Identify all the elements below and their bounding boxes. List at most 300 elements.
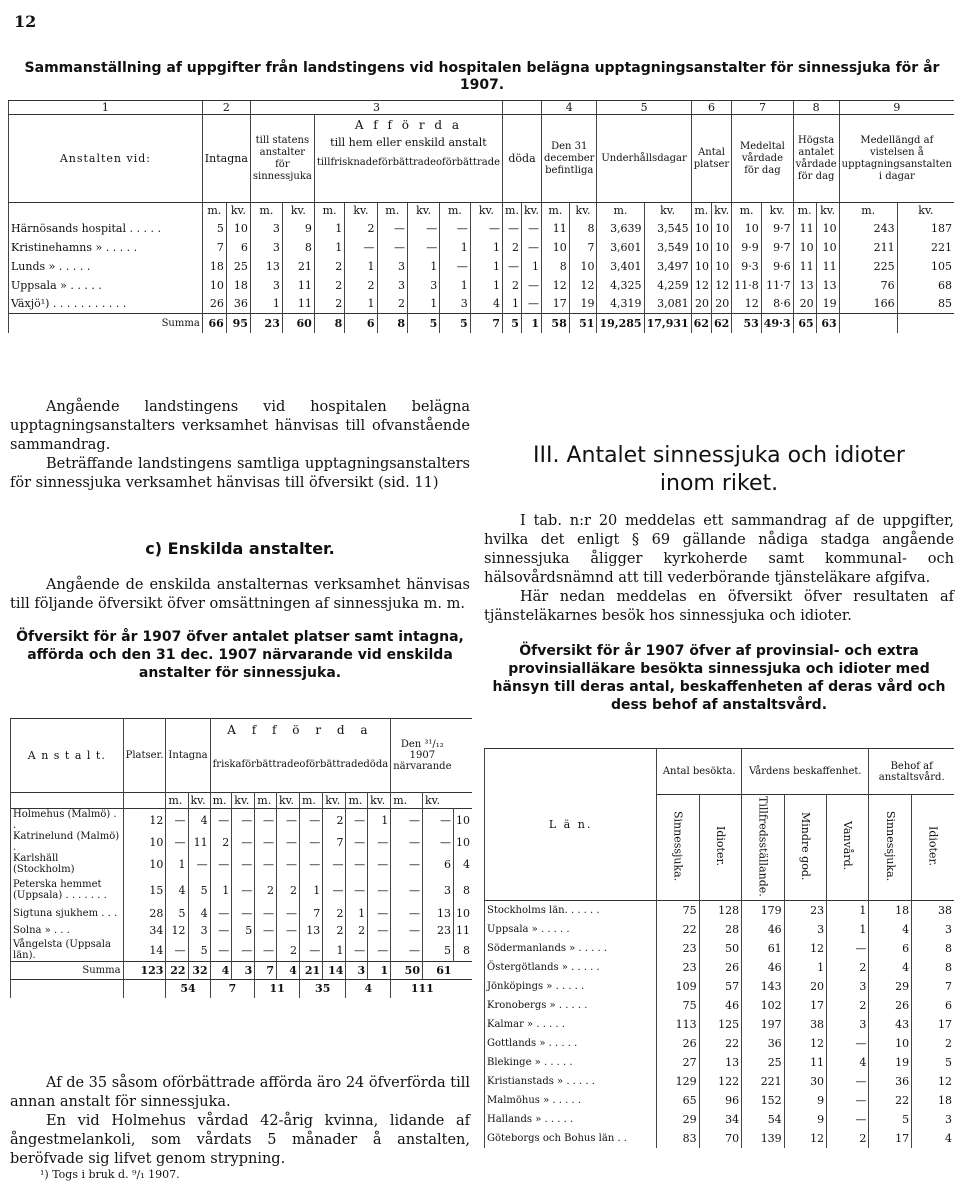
table-row <box>485 977 955 996</box>
value-cell: — <box>346 809 368 832</box>
value-cell: — <box>368 831 391 853</box>
value-cell: 10 <box>816 238 839 257</box>
spacer-cell <box>123 980 166 998</box>
value-cell: 7 <box>569 238 597 257</box>
value-cell: 221 <box>897 238 954 257</box>
value-cell: — <box>255 922 277 939</box>
value-cell: 2 <box>314 295 344 314</box>
value-cell: 4 <box>454 853 473 875</box>
value-cell: 57 <box>699 977 741 996</box>
row-name: Östergötlands » . . . . . <box>485 958 657 977</box>
value-cell: 3 <box>250 276 282 295</box>
value-cell: 13 <box>816 276 839 295</box>
value-cell: 187 <box>897 219 954 238</box>
value-cell: 1 <box>323 939 346 962</box>
left-paragraph-3: Angående de enskilda anstalternas verksamhet hänvisas till följande öfversikt öfver omsättningen af sinnessjuka m. m. <box>10 577 470 612</box>
value-cell: — <box>503 257 522 276</box>
value-cell: 83 <box>657 1129 699 1148</box>
header-platser: Platser. <box>123 719 166 793</box>
value-cell: 20 <box>793 295 816 314</box>
value-cell: 3,497 <box>644 257 691 276</box>
header-oforbattrade: oförbättrade <box>436 157 501 168</box>
mkv-label: m. <box>250 203 282 219</box>
header-hogsta: Högsta antalet vårdade för dag <box>793 115 839 203</box>
value-cell: — <box>255 809 277 832</box>
value-cell: 13 <box>250 257 282 276</box>
value-cell: 46 <box>742 920 785 939</box>
value-cell: — <box>255 905 277 922</box>
value-cell: 20 <box>691 295 711 314</box>
value-cell: 46 <box>742 958 785 977</box>
value-cell: 2 <box>314 257 344 276</box>
value-cell: — <box>470 219 502 238</box>
value-cell: 1 <box>314 219 344 238</box>
private-table-title: Öfversikt för år 1907 öfver antalet platser samt intagna, afförda och den 31 dec. 1907 närvarande vid enskilda anstalter för sinnessjuka. <box>16 629 464 681</box>
header-lan: L ä n. <box>485 749 657 901</box>
mkv-label: m. <box>377 203 407 219</box>
value-cell: 5 <box>912 1053 954 1072</box>
value-cell: 1 <box>346 905 368 922</box>
value-cell: 125 <box>699 1015 741 1034</box>
value-cell: 1 <box>345 257 377 276</box>
value-cell: — <box>346 875 368 905</box>
value-cell: 11 <box>816 257 839 276</box>
value-cell: 1 <box>368 809 391 832</box>
value-cell: — <box>407 219 439 238</box>
value-cell: 19 <box>869 1053 912 1072</box>
value-cell: — <box>391 809 423 832</box>
value-cell: 8 <box>454 875 473 905</box>
value-cell: 7 <box>470 314 502 333</box>
value-cell: 76 <box>839 276 897 295</box>
value-cell: 36 <box>226 295 250 314</box>
value-cell: 3 <box>407 276 439 295</box>
value-cell: 8 <box>542 257 570 276</box>
value-cell: 26 <box>202 295 226 314</box>
value-cell: — <box>368 905 391 922</box>
value-cell: 5 <box>188 875 210 905</box>
value-cell: — <box>391 905 423 922</box>
value-cell: 12 <box>784 1129 826 1148</box>
right-paragraph-2: Här nedan meddelas en öfversikt öfver resultaten af tjänsteläkarnes besök hos sinnessjuka och idioter. <box>484 589 954 624</box>
mkv-label: kv. <box>345 203 377 219</box>
value-cell: 7 <box>299 905 322 922</box>
value-cell: 36 <box>869 1072 912 1091</box>
value-cell: 2 <box>314 276 344 295</box>
header-behof: Behof af anstaltsvård. <box>869 749 954 795</box>
value-cell: — <box>346 831 368 853</box>
value-cell: 2 <box>827 1129 869 1148</box>
value-cell: — <box>255 939 277 962</box>
row-name: Jönköpings » . . . . . <box>485 977 657 996</box>
value-cell: — <box>521 295 541 314</box>
value-cell: 179 <box>742 901 785 920</box>
footnote: ¹) Togs i bruk d. ⁹/₁ 1907. <box>40 1168 180 1181</box>
value-cell: 3 <box>827 1015 869 1034</box>
value-cell: — <box>521 219 541 238</box>
value-cell: 1 <box>299 875 322 905</box>
value-cell: — <box>391 875 423 905</box>
header-till-hem <box>314 115 502 203</box>
value-cell: 128 <box>699 901 741 920</box>
value-cell: — <box>210 905 232 922</box>
row-name: Göteborgs och Bohus län . . <box>485 1129 657 1148</box>
mkv-label: kv. <box>816 203 839 219</box>
summa-row <box>11 962 473 980</box>
mkv-label: m. <box>202 203 226 219</box>
row-name: Växjö¹) . . . . . . . . . . . <box>9 295 203 314</box>
table-row <box>485 1072 955 1091</box>
value-cell: 197 <box>742 1015 785 1034</box>
value-cell: 1 <box>470 276 502 295</box>
mkv-label: kv. <box>368 793 391 809</box>
value-cell: 4 <box>827 1053 869 1072</box>
value-cell: 3 <box>422 875 453 905</box>
mkv-label: kv. <box>407 203 439 219</box>
mkv-label: kv. <box>188 793 210 809</box>
header-afforda: A f f ö r d a <box>227 723 374 737</box>
value-cell: 3 <box>346 962 368 980</box>
value-cell: — <box>827 939 869 958</box>
value-cell: 19,285 <box>597 314 644 333</box>
platser-cell: 15 <box>123 875 166 905</box>
value-cell: 2 <box>323 809 346 832</box>
mkv-label: kv. <box>232 793 255 809</box>
header-den: Den ³¹/₁₂ 1907 närvarande <box>391 719 454 793</box>
value-cell: — <box>299 831 322 853</box>
value-cell: 1 <box>440 276 470 295</box>
header-underhall: Underhållsdagar <box>597 115 691 203</box>
row-name: Katrinelund (Malmö) . <box>11 831 124 853</box>
value-cell: 3 <box>188 922 210 939</box>
value-cell: 2 <box>210 831 232 853</box>
value-cell: — <box>827 1072 869 1091</box>
value-cell: 1 <box>784 958 826 977</box>
value-cell: 1 <box>521 314 541 333</box>
value-cell: — <box>377 238 407 257</box>
header-forbattrade: förbättrade <box>241 759 300 770</box>
value-cell: 1 <box>470 238 502 257</box>
value-cell: — <box>210 922 232 939</box>
row-name: Vångelsta (Uppsala län). <box>11 939 124 962</box>
mkv-label: kv. <box>897 203 954 219</box>
row-name: Karlshäll (Stockholm) <box>11 853 124 875</box>
value-cell: 4 <box>470 295 502 314</box>
value-cell: 1 <box>314 238 344 257</box>
header-intagna: Intagna <box>166 719 210 793</box>
value-cell: 17 <box>542 295 570 314</box>
value-cell: 5 <box>188 939 210 962</box>
header-afforda: A f f ö r d a <box>354 118 463 132</box>
value-cell: — <box>521 238 541 257</box>
value-cell: 3,081 <box>644 295 691 314</box>
value-cell: 1 <box>166 853 188 875</box>
provincial-visits-table <box>484 748 954 1148</box>
value-cell: 6 <box>345 314 377 333</box>
value-cell: — <box>255 831 277 853</box>
column-label-cell <box>784 795 826 901</box>
value-cell: 211 <box>839 238 897 257</box>
value-cell: — <box>440 219 470 238</box>
value-cell: 9·6 <box>761 257 793 276</box>
value-cell: 2 <box>255 875 277 905</box>
value-cell: 17,931 <box>644 314 691 333</box>
value-cell: 20 <box>784 977 826 996</box>
table-row <box>485 1034 955 1053</box>
value-cell: 1 <box>440 238 470 257</box>
total-cell: 11 <box>255 980 300 998</box>
value-cell: — <box>166 831 188 853</box>
section-heading-enskilda: c) Enskilda anstalter. <box>145 539 335 558</box>
row-name: Solna » . . . <box>11 922 124 939</box>
value-cell: 21 <box>299 962 322 980</box>
colnum: 7 <box>732 101 793 115</box>
row-name: Blekinge » . . . . . <box>485 1053 657 1072</box>
mkv-label: kv. <box>569 203 597 219</box>
value-cell: 3 <box>250 238 282 257</box>
colnum: 3 <box>250 101 502 115</box>
value-cell: 12 <box>784 1034 826 1053</box>
right-paragraph-1: I tab. n:r 20 meddelas ett sammandrag af de uppgifter, hvilka det enligt § 69 gällande nådiga stadga angående sinnessjuka åligger kyrkoherde samt kommunal- och hälsovårdsnämnd att till vederbörande tjänsteläkare afgifva. <box>484 513 954 586</box>
value-cell: 65 <box>793 314 816 333</box>
value-cell: 5 <box>422 939 453 962</box>
main-title: Sammanställning af uppgifter från landstingens vid hospitalen belägna upptagningsanstalter för sinnessjuka för år 1907. <box>24 60 940 93</box>
row-name: Holmehus (Malmö) . . <box>11 809 124 832</box>
value-cell: — <box>391 853 423 875</box>
value-cell: 9·9 <box>732 238 762 257</box>
summa-row <box>9 314 955 333</box>
value-cell: 2 <box>503 276 522 295</box>
value-cell: 26 <box>699 958 741 977</box>
value-cell: 26 <box>657 1034 699 1053</box>
column-label-cell <box>657 795 699 901</box>
value-cell: 60 <box>282 314 314 333</box>
value-cell: 63 <box>816 314 839 333</box>
value-cell: 22 <box>166 962 188 980</box>
header-till-statens: till statens anstalter för sinnessjuka <box>250 115 314 203</box>
total-cell: 7 <box>210 980 255 998</box>
value-cell: — <box>210 939 232 962</box>
value-cell: 4 <box>210 962 232 980</box>
value-cell: 19 <box>569 295 597 314</box>
value-cell: 8 <box>282 238 314 257</box>
column-label-cell <box>742 795 785 901</box>
value-cell: 10 <box>542 238 570 257</box>
value-cell: 10 <box>732 219 762 238</box>
value-cell: — <box>232 809 255 832</box>
value-cell: 5 <box>202 219 226 238</box>
value-cell: 53 <box>732 314 762 333</box>
value-cell: 4 <box>912 1129 954 1148</box>
value-cell: 3 <box>827 977 869 996</box>
value-cell: — <box>391 831 423 853</box>
value-cell: 10 <box>454 905 473 922</box>
page-number: 12 <box>14 12 37 31</box>
value-cell: 11 <box>282 295 314 314</box>
table-row <box>9 276 955 295</box>
mkv-label: kv. <box>276 793 299 809</box>
section-heading-iii: III. Antalet sinnessjuka och idioter inom riket. <box>533 443 905 496</box>
value-cell: 22 <box>699 1034 741 1053</box>
platser-cell: 123 <box>123 962 166 980</box>
column-label: Sinnessjuka. <box>671 810 685 882</box>
value-cell: 243 <box>839 219 897 238</box>
value-cell: — <box>827 1034 869 1053</box>
value-cell: 36 <box>742 1034 785 1053</box>
value-cell: 105 <box>897 257 954 276</box>
value-cell: 66 <box>202 314 226 333</box>
value-cell: 32 <box>188 962 210 980</box>
value-cell: 13 <box>699 1053 741 1072</box>
colnum: 4 <box>542 101 597 115</box>
value-cell: 17 <box>784 996 826 1015</box>
value-cell: 143 <box>742 977 785 996</box>
value-cell: 11 <box>282 276 314 295</box>
value-cell: 3,545 <box>644 219 691 238</box>
value-cell: 2 <box>377 295 407 314</box>
value-cell: 11 <box>793 257 816 276</box>
value-cell: — <box>276 831 299 853</box>
column-label: Sinnessjuka. <box>883 810 897 882</box>
value-cell: — <box>377 219 407 238</box>
value-cell: 3,401 <box>597 257 644 276</box>
value-cell: 9·3 <box>732 257 762 276</box>
platser-cell: 14 <box>123 939 166 962</box>
colnum: 1 <box>9 101 203 115</box>
value-cell: 8 <box>454 939 473 962</box>
header-doda: döda <box>503 115 542 203</box>
table-row <box>9 257 955 276</box>
column-label: Idioter. <box>713 825 727 866</box>
value-cell: 23 <box>657 939 699 958</box>
row-name: Uppsala » . . . . . <box>9 276 203 295</box>
row-name: Summa <box>11 962 124 980</box>
table-row <box>11 905 473 922</box>
mkv-label: m. <box>314 203 344 219</box>
column-label-cell <box>827 795 869 901</box>
left-paragraph-2: Beträffande landstingens samtliga upptagningsanstalters för sinnessjuka verksamhet hänvisas till öfversikt (sid. 11) <box>10 456 470 491</box>
value-cell: 3,601 <box>597 238 644 257</box>
row-name: Summa <box>9 314 203 333</box>
value-cell: 3 <box>784 920 826 939</box>
value-cell: 7 <box>912 977 954 996</box>
header-intagna: Intagna <box>202 115 250 203</box>
value-cell: 10 <box>711 257 731 276</box>
value-cell: 139 <box>742 1129 785 1148</box>
value-cell: 166 <box>839 295 897 314</box>
total-cell: 54 <box>166 980 210 998</box>
value-cell: 18 <box>202 257 226 276</box>
value-cell: — <box>368 853 391 875</box>
header-till-hem-label: till hem eller enskild anstalt <box>330 136 487 149</box>
value-cell: 38 <box>912 901 954 920</box>
value-cell: 4,319 <box>597 295 644 314</box>
value-cell: 3,639 <box>597 219 644 238</box>
header-friska: friska <box>212 759 242 770</box>
value-cell: — <box>407 238 439 257</box>
value-cell: — <box>346 939 368 962</box>
value-cell: 10 <box>454 831 473 853</box>
value-cell: 18 <box>869 901 912 920</box>
value-cell: 46 <box>699 996 741 1015</box>
value-cell: 8 <box>569 219 597 238</box>
value-cell: 221 <box>742 1072 785 1091</box>
platser-cell: 34 <box>123 922 166 939</box>
table-row <box>11 853 473 875</box>
value-cell: 11 <box>188 831 210 853</box>
value-cell: 2 <box>276 939 299 962</box>
left-paragraph-1: Angående landstingens vid hospitalen belägna upptagningsanstalters verksamhet hänvisas till ofvanstående sammandrag. <box>10 399 470 453</box>
value-cell: — <box>368 939 391 962</box>
value-cell: 10 <box>793 238 816 257</box>
colnum: 6 <box>691 101 732 115</box>
private-institutions-table <box>10 718 472 998</box>
total-cell: 4 <box>346 980 391 998</box>
value-cell: 8 <box>912 939 954 958</box>
value-cell: 10 <box>202 276 226 295</box>
value-cell: 6 <box>422 853 453 875</box>
column-label: Mindre god. <box>798 811 812 881</box>
table-row <box>485 958 955 977</box>
value-cell: 3,549 <box>644 238 691 257</box>
table-row <box>485 996 955 1015</box>
value-cell: 2 <box>323 922 346 939</box>
value-cell: — <box>422 809 453 832</box>
value-cell: 11·8 <box>732 276 762 295</box>
mkv-label: m. <box>839 203 897 219</box>
value-cell: 4 <box>869 958 912 977</box>
value-cell: 6 <box>912 996 954 1015</box>
mkv-label: kv. <box>422 793 453 809</box>
value-cell: 2 <box>345 219 377 238</box>
value-cell: 12 <box>569 276 597 295</box>
value-cell: — <box>166 809 188 832</box>
mkv-label: m. <box>166 793 188 809</box>
value-cell: 4 <box>276 962 299 980</box>
value-cell: 5 <box>503 314 522 333</box>
hospital-summary-table <box>8 100 954 333</box>
mkv-label: m. <box>793 203 816 219</box>
value-cell: — <box>346 853 368 875</box>
value-cell: 2 <box>276 875 299 905</box>
value-cell: 23 <box>250 314 282 333</box>
value-cell: — <box>188 853 210 875</box>
value-cell: — <box>276 853 299 875</box>
value-cell: — <box>827 1091 869 1110</box>
row-name: Gottlands » . . . . . <box>485 1034 657 1053</box>
value-cell: — <box>422 831 453 853</box>
value-cell: 17 <box>912 1015 954 1034</box>
header-anstalt: A n s t a l t. <box>11 719 124 793</box>
value-cell: 129 <box>657 1072 699 1091</box>
spacer-cell <box>123 793 166 809</box>
value-cell: 3 <box>250 219 282 238</box>
value-cell: 26 <box>869 996 912 1015</box>
value-cell: 34 <box>699 1110 741 1129</box>
value-cell: 12 <box>912 1072 954 1091</box>
value-cell: 10 <box>691 257 711 276</box>
table-row <box>485 1015 955 1034</box>
value-cell: — <box>232 831 255 853</box>
spacer-cell <box>11 980 124 998</box>
value-cell: 54 <box>742 1110 785 1129</box>
header-afforda-group <box>210 719 391 793</box>
value-cell: 51 <box>569 314 597 333</box>
colnum: 2 <box>202 101 250 115</box>
value-cell: 2 <box>345 276 377 295</box>
colnum: 9 <box>839 101 954 115</box>
row-name: Hallands » . . . . . <box>485 1110 657 1129</box>
